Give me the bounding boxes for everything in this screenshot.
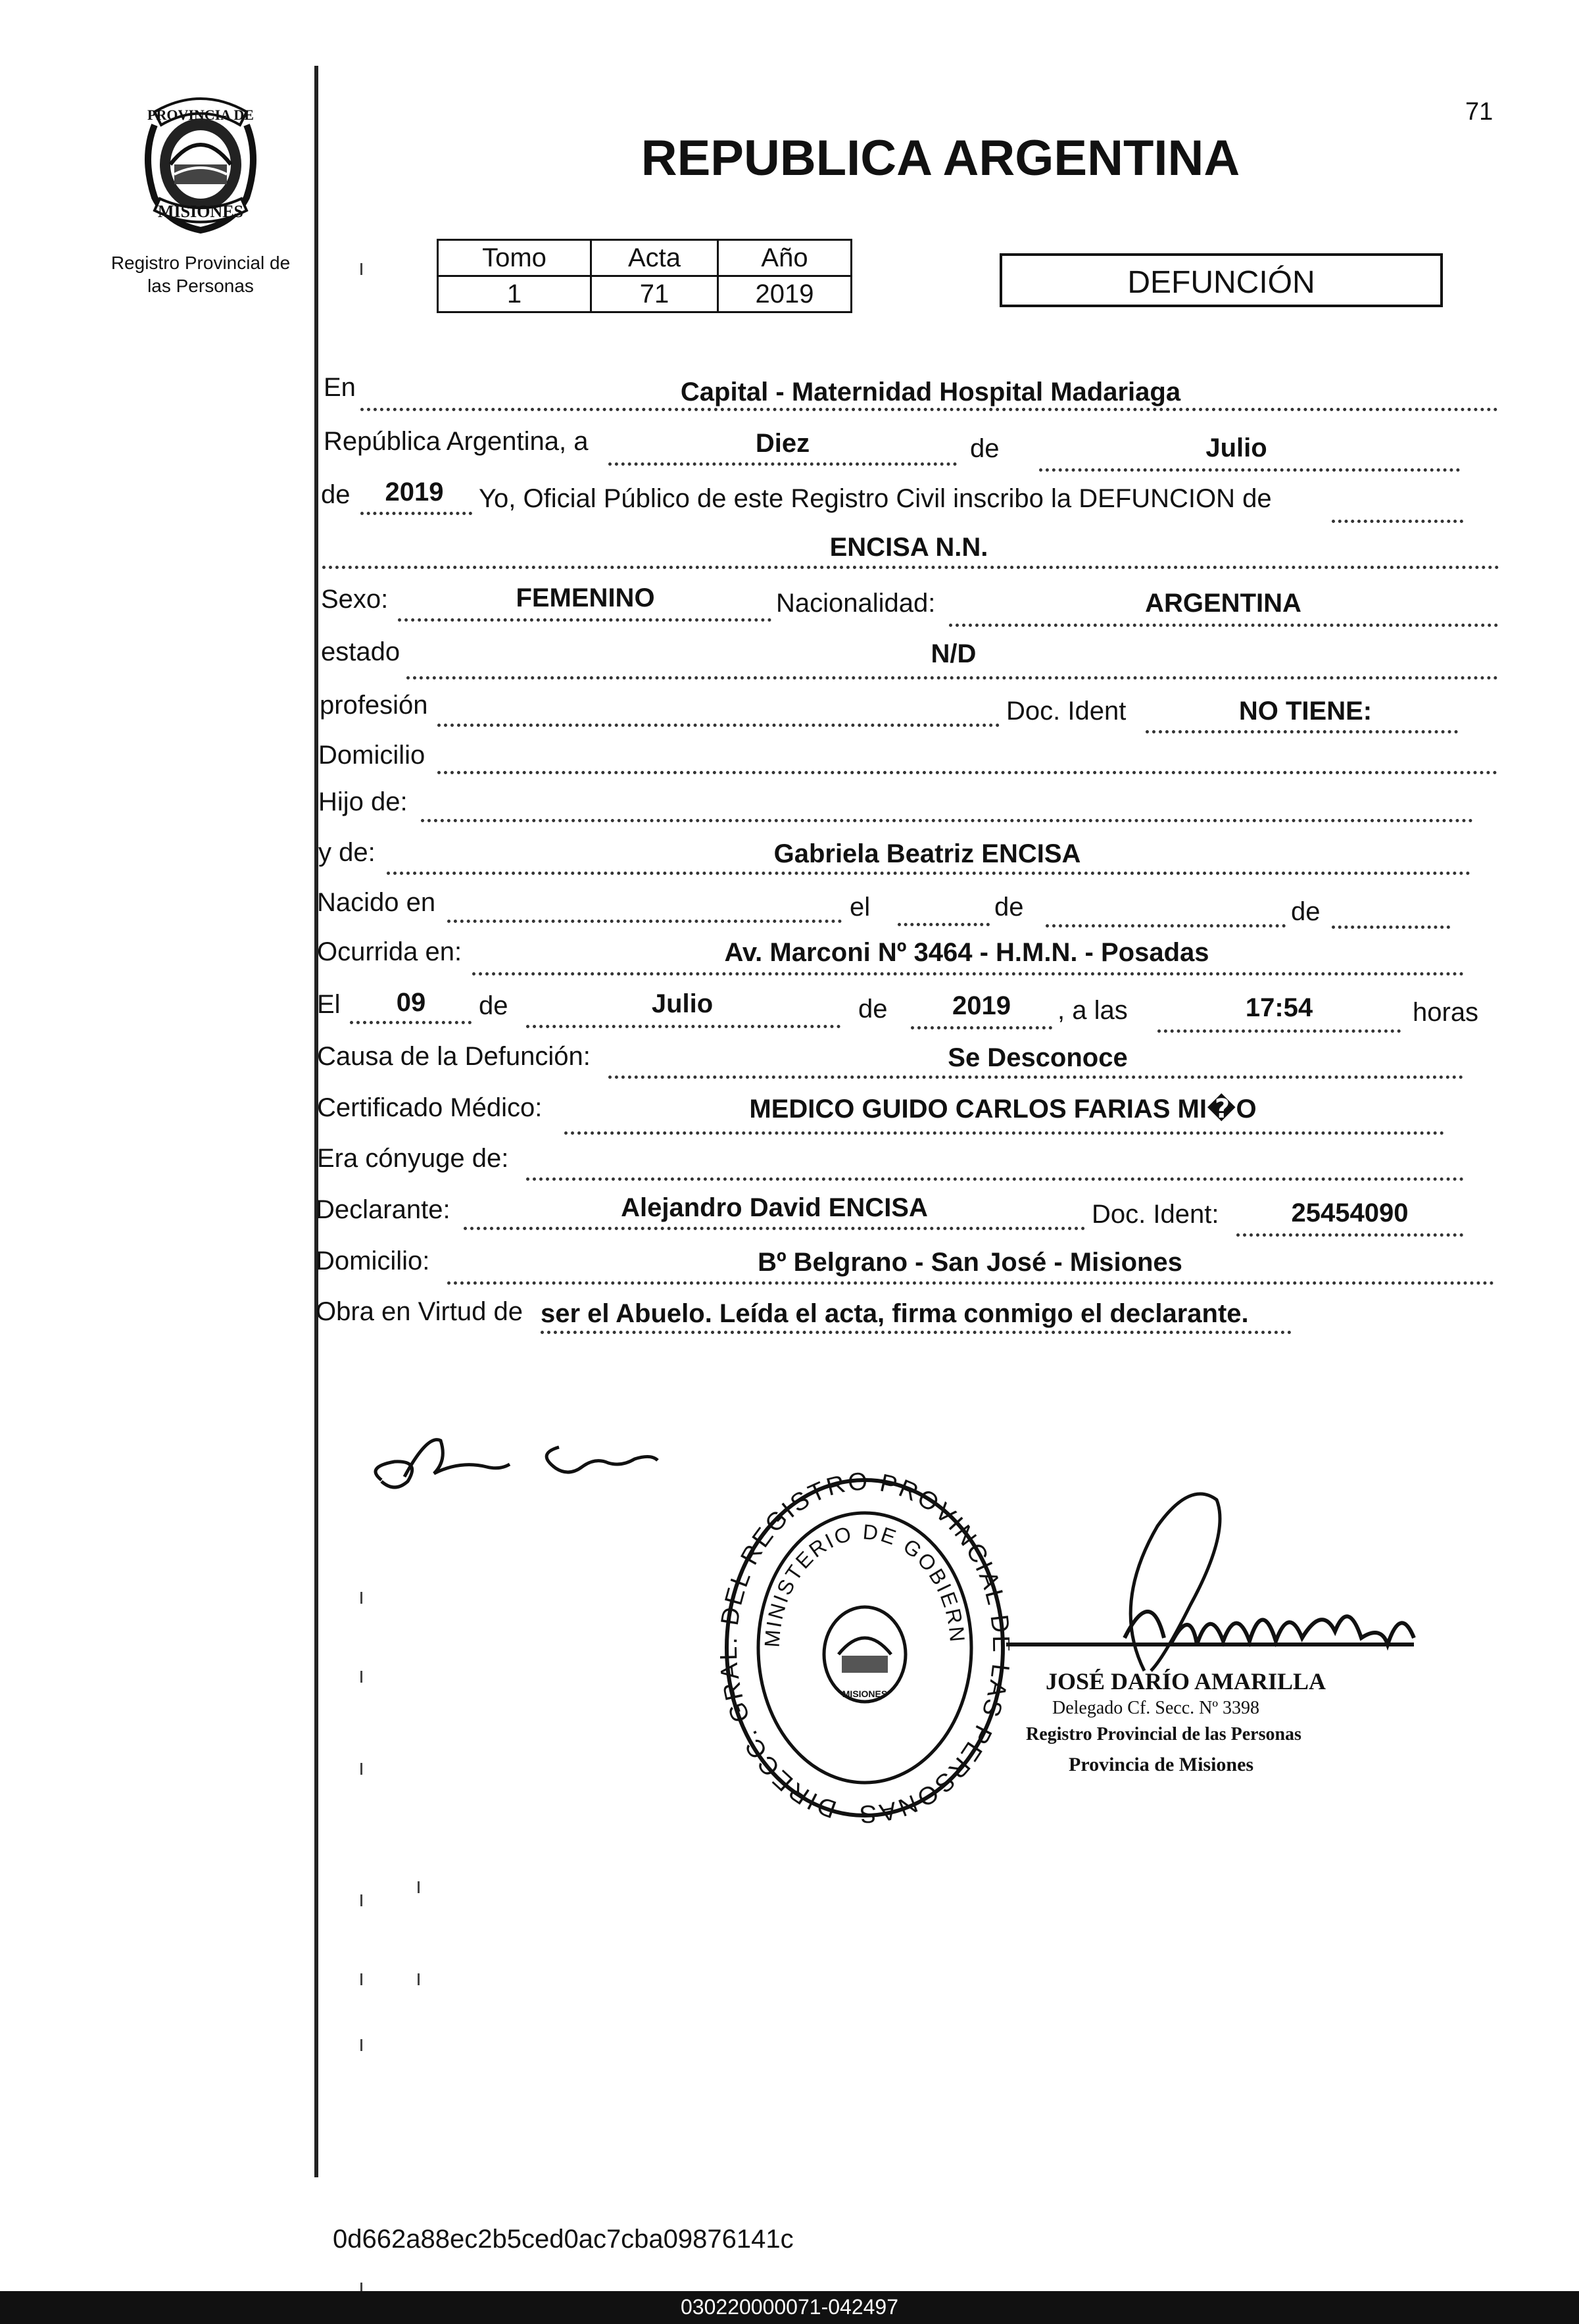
dotted-line — [360, 408, 1498, 411]
sexo-value: FEMENINO — [516, 583, 655, 612]
estado-label: estado — [321, 637, 401, 666]
dotted-line — [437, 724, 1000, 727]
dotted-line — [608, 462, 957, 466]
month-value: Julio — [1205, 433, 1267, 462]
svg-text:PROVINCIA DE: PROVINCIA DE — [147, 107, 254, 123]
margin-tick — [360, 263, 362, 275]
el-label: el — [850, 893, 871, 922]
declarante-label: Declarante: — [316, 1195, 450, 1224]
dotted-line — [541, 1331, 1292, 1334]
a-las-label: , a las — [1057, 996, 1128, 1025]
causa-value: Se Desconoce — [948, 1043, 1128, 1072]
dotted-line — [447, 1281, 1494, 1285]
de-label: de — [970, 434, 1000, 463]
el-cap-label: El — [317, 990, 341, 1019]
ocurrida-value: Av. Marconi Nº 3464 - H.M.N. - Posadas — [724, 938, 1209, 967]
en-value: Capital - Maternidad Hospital Madariaga — [680, 378, 1181, 407]
dotted-line — [1236, 1233, 1463, 1237]
dotted-line — [447, 920, 842, 923]
margin-tick — [360, 1973, 362, 1985]
year-value: 2019 — [385, 478, 444, 507]
inscribo-text: Yo, Oficial Público de este Registro Civil inscribo la DEFUNCION de — [479, 484, 1272, 513]
dotted-line — [1332, 926, 1450, 929]
official-province: Provincia de Misiones — [1069, 1754, 1254, 1775]
svg-text:DIRECC. GRAL. DEL REGISTRO PRO: DIRECC. GR EL REGISTRO PROVINCIAL AS PERSONAS — [720, 1470, 1009, 1825]
dotted-line — [360, 512, 472, 515]
day-value: Diez — [755, 429, 810, 458]
table-value-ano: 2019 — [718, 276, 852, 312]
dotted-line — [472, 972, 1464, 976]
margin-tick — [360, 1894, 362, 1906]
declarante-doc-value: 25454090 — [1291, 1199, 1409, 1227]
hijo-label: Hijo de: — [318, 787, 408, 816]
dotted-line — [949, 624, 1498, 627]
dotted-line — [911, 1026, 1052, 1029]
declarante-domicilio-value: Bº Belgrano - San José - Misiones — [758, 1248, 1182, 1277]
official-title: Delegado Cf. Secc. Nº 3398 — [1052, 1698, 1260, 1718]
dotted-line — [1146, 730, 1458, 733]
footer-bar — [0, 2291, 1579, 2324]
ocurrida-label: Ocurrida en: — [317, 937, 462, 966]
dotted-line — [1046, 924, 1286, 927]
record-table — [437, 239, 852, 313]
y-de-value: Gabriela Beatriz ENCISA — [773, 839, 1081, 868]
domicilio-label: Domicilio — [318, 741, 425, 770]
record-table-header — [438, 240, 852, 276]
dotted-line — [1039, 468, 1460, 472]
dotted-line — [398, 618, 771, 622]
declarante-domicilio-label: Domicilio: — [316, 1247, 430, 1275]
table-header-acta: Acta — [591, 240, 718, 276]
registry-name-line2: las Personas — [147, 276, 254, 296]
margin-tick — [418, 1881, 420, 1893]
page-number: 71 — [1465, 98, 1494, 126]
official-name: JOSÉ DARÍO AMARILLA — [1046, 1668, 1326, 1694]
dotted-line — [350, 1021, 472, 1024]
obra-value: ser el Abuelo. Leída el acta, firma conmigo el declarante. — [541, 1299, 1249, 1328]
document-hash: 0d662a88ec2b5ced0ac7cba09876141c — [333, 2225, 794, 2254]
record-table-values — [438, 276, 852, 312]
official-registry: Registro Provincial de las Personas — [1026, 1724, 1301, 1744]
death-day: 09 — [396, 988, 426, 1017]
svg-text:MISIONES: MISIONES — [157, 202, 244, 221]
dotted-line — [322, 566, 1499, 569]
death-time: 17:54 — [1245, 993, 1313, 1022]
barcode-text: 030220000071-042497 — [681, 2295, 898, 2319]
official-round-seal-icon — [720, 1470, 1009, 1825]
horas-label: horas — [1413, 998, 1479, 1027]
dotted-line — [564, 1131, 1444, 1135]
dotted-line — [526, 1025, 840, 1028]
provincia-de-misiones-shield-icon — [128, 86, 273, 237]
dotted-line — [898, 923, 990, 926]
certificado-label: Certificado Médico: — [317, 1093, 543, 1122]
nacido-de-label: de — [994, 893, 1024, 922]
death-month: Julio — [651, 989, 714, 1018]
conyuge-label: Era cónyuge de: — [317, 1144, 509, 1173]
svg-text:MINISTERIO DE GOBIERNO: MINISTERIO DE GOBIERN — [760, 1520, 970, 1648]
margin-tick — [418, 1973, 420, 1985]
sexo-label: Sexo: — [321, 585, 389, 614]
causa-label: Causa de la Defunción: — [317, 1042, 591, 1071]
record-type: DEFUNCIÓN — [1127, 265, 1315, 300]
death-de2-label: de — [858, 995, 888, 1024]
estado-value: N/D — [931, 639, 977, 668]
nacionalidad-value: ARGENTINA — [1145, 589, 1301, 618]
y-de-label: y de: — [318, 838, 376, 867]
record-type-box — [1000, 253, 1443, 307]
svg-text:MISIONES: MISIONES — [842, 1689, 888, 1699]
declarant-signature-icon — [368, 1421, 671, 1500]
table-value-tomo: 1 — [438, 276, 591, 312]
registry-name-line1: Registro Provincial de — [110, 253, 291, 273]
deceased-name: ENCISA N.N. — [829, 533, 988, 562]
margin-tick — [360, 1671, 362, 1683]
nacido-label: Nacido en — [317, 888, 436, 917]
table-value-acta: 71 — [591, 276, 718, 312]
dotted-line — [526, 1177, 1464, 1181]
doc-ident-value: NO TIENE: — [1238, 697, 1373, 726]
declarante-value: Alejandro David ENCISA — [621, 1193, 928, 1222]
nacionalidad-label: Nacionalidad: — [776, 589, 936, 618]
dotted-line — [1332, 520, 1463, 523]
de-year-label: de — [321, 480, 351, 509]
table-header-tomo: Tomo — [438, 240, 591, 276]
doc-ident-label: Doc. Ident — [1006, 697, 1127, 726]
certificado-value: MEDICO GUIDO CARLOS FARIAS MI�O — [749, 1095, 1257, 1124]
margin-tick — [360, 1763, 362, 1775]
dotted-line — [1157, 1029, 1401, 1033]
margin-tick — [360, 1592, 362, 1604]
declarante-doc-label: Doc. Ident: — [1092, 1200, 1219, 1229]
death-year: 2019 — [952, 991, 1011, 1020]
profesion-label: profesión — [320, 691, 428, 720]
republica-label: República Argentina, a — [324, 427, 589, 456]
en-label: En — [324, 373, 356, 402]
nacido-de2-label: de — [1291, 897, 1321, 926]
margin-tick — [360, 2039, 362, 2051]
page-title: REPUBLICA ARGENTINA — [641, 130, 1240, 186]
dotted-line — [421, 819, 1473, 822]
dotted-line — [464, 1227, 1085, 1230]
dotted-line — [387, 872, 1470, 875]
dotted-line — [437, 771, 1497, 774]
table-header-ano: Año — [718, 240, 852, 276]
obra-label: Obra en Virtud de — [316, 1297, 523, 1326]
death-de-label: de — [479, 991, 508, 1020]
dotted-line — [608, 1075, 1463, 1079]
dotted-line — [406, 676, 1498, 680]
